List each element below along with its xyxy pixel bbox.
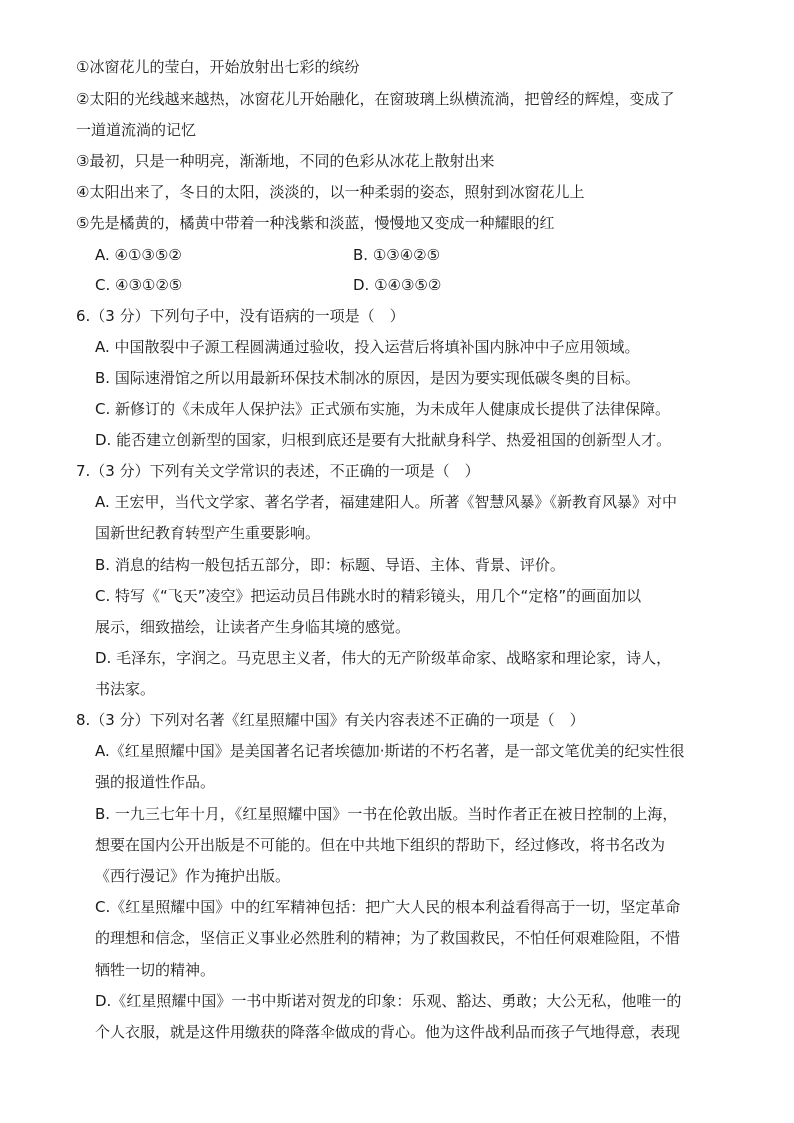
question-7-option-d: D. 毛泽东，字润之。马克思主义者，伟大的无产阶级革命家、战略家和理论家，诗人， [95,649,672,667]
question-8-option-a: A.《红星照耀中国》是美国著名记者埃德加·斯诺的不朽名著，是一部文笔优美的纪实性很 [95,742,685,760]
question-8-option-a-cont: 强的报道性作品。 [95,773,216,791]
sequence-item-1: ①冰窗花儿的莹白，开始放射出七彩的缤纷 [76,58,360,76]
question-8-option-c-cont-2: 牺牲一切的精神。 [95,961,216,979]
question-8-option-c: C.《红星照耀中国》中的红军精神包括：把广大人民的根本利益看得高于一切，坚定革命 [95,898,681,916]
question-6-option-a: A. 中国散裂中子源工程圆满通过验收，投入运营后将填补国内脉冲中子应用领域。 [95,338,640,356]
sequence-item-3: ③最初，只是一种明亮，渐渐地，不同的色彩从冰花上散射出来 [76,152,495,170]
question-8-option-b-cont-2: 《西行漫记》作为掩护出版。 [95,867,291,885]
question-8-option-b: B. 一九三七年十月，《红星照耀中国》一书在伦敦出版。当时作者正在被日控制的上海， [95,805,678,823]
question-8-option-d-cont: 个人衣服，就是这件用缴获的降落伞做成的背心。他为这件战利品而孩子气地得意，表现 [95,1023,681,1041]
question-8-option-d: D.《红星照耀中国》一书中斯诺对贺龙的印象：乐观、豁达、勇敢；大公无私，他唯一的 [95,992,682,1010]
question-6-option-b: B. 国际速滑馆之所以用最新环保技术制冰的原因，是因为要实现低碳冬奥的目标。 [95,369,640,387]
question-7-option-d-cont: 书法家。 [95,680,156,698]
question-8-option-c-cont-1: 的理想和信念，坚信正义事业必然胜利的精神；为了救国救民，不怕任何艰难险阻，不惜 [95,929,681,947]
question-6-option-d: D. 能否建立创新型的国家，归根到底还是要有大批献身科学、热爱祖国的创新型人才。 [95,431,672,449]
question-7-option-b: B. 消息的结构一般包括五部分，即：标题、导语、主体、背景、评价。 [95,556,565,574]
sequence-option-a: A. ④①③⑤② [95,246,182,264]
sequence-option-b: B. ①③④②⑤ [353,246,441,264]
sequence-option-d: D. ①④③⑤② [353,276,442,294]
question-6-option-c: C. 新修订的《未成年人保护法》正式颁布实施，为未成年人健康成长提供了法律保障。 [95,400,671,418]
sequence-item-2: ②太阳的光线越来越热，冰窗花儿开始融化，在窗玻璃上纵横流淌，把曾经的辉煌，变成了 [76,90,675,108]
sequence-option-c: C. ④③①②⑤ [95,276,183,294]
question-6-stem: 6.（3 分）下列句子中，没有语病的一项是（ ） [76,307,405,325]
question-7-option-a-cont: 国新世纪教育转型产生重要影响。 [95,524,321,542]
sequence-item-5: ⑤先是橘黄的，橘黄中带着一种浅紫和淡蓝，慢慢地又变成一种耀眼的红 [76,214,555,232]
question-7-option-a: A. 王宏甲，当代文学家、著名学者，福建建阳人。所著《智慧风暴》《新教育风暴》对中 [95,493,678,511]
question-7-option-c-cont: 展示，细致描绘，让读者产生身临其境的感觉。 [95,618,411,636]
question-7-stem: 7.（3 分）下列有关文学常识的表述，不正确的一项是（ ） [76,462,480,480]
question-7-option-c: C. 特写《“飞天”凌空》把运动员吕伟跳水时的精彩镜头，用几个“定格”的画面加以 [95,587,642,605]
question-8-option-b-cont-1: 想要在国内公开出版是不可能的。但在中共地下组织的帮助下，经过修改，将书名改为 [95,836,666,854]
question-8-stem: 8.（3 分）下列对名著《红星照耀中国》有关内容表述不正确的一项是（ ） [76,711,585,729]
sequence-item-4: ④太阳出来了，冬日的太阳，淡淡的，以一种柔弱的姿态，照射到冰窗花儿上 [76,183,585,201]
sequence-item-2-cont: 一道道流淌的记忆 [76,121,197,139]
